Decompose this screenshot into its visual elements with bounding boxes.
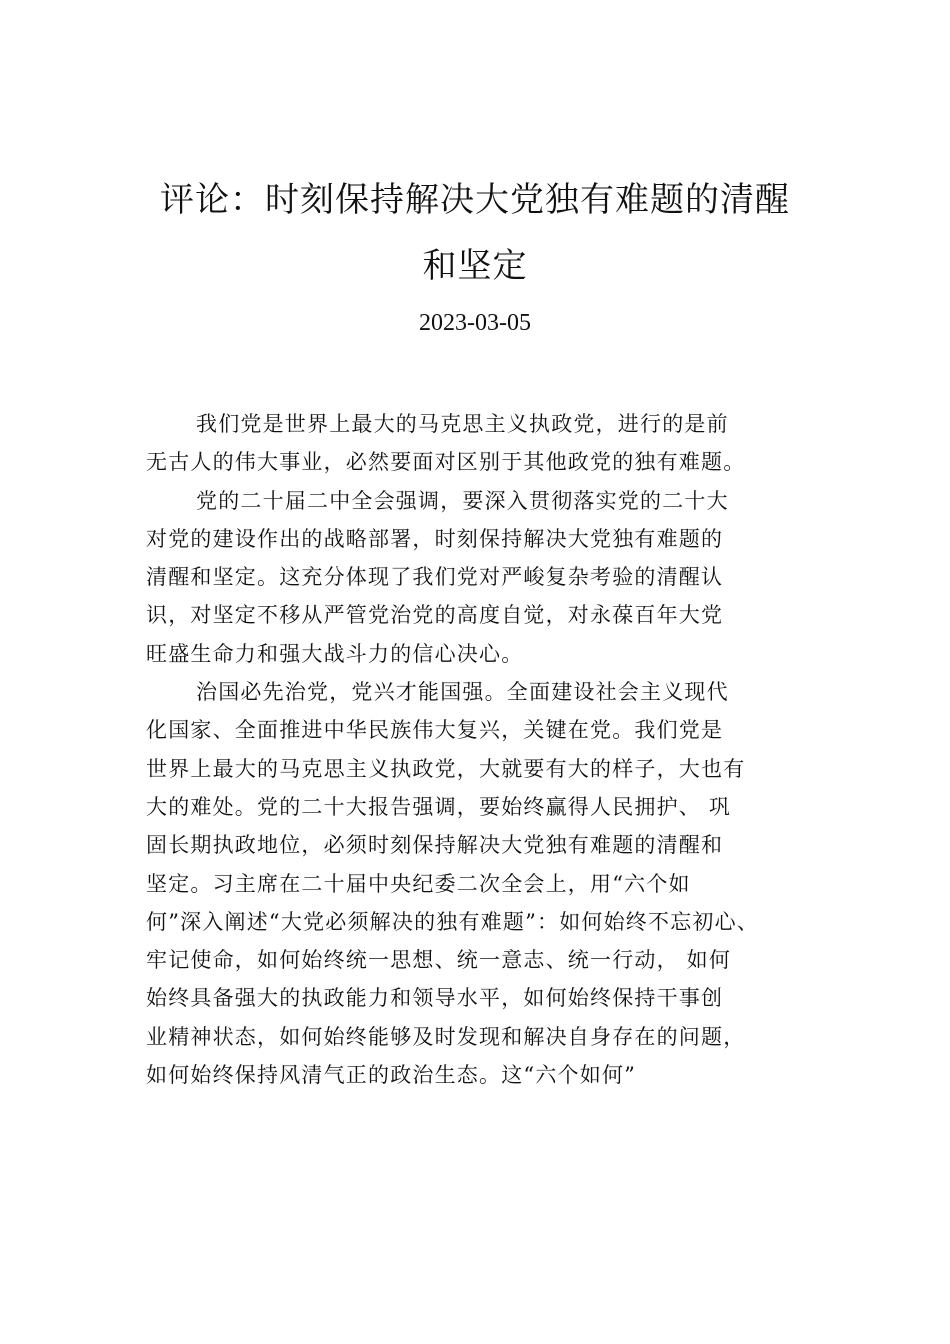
paragraph-3-line-8: 牢记使命，如何始终统一思想、统一意志、统一行动， 如何 — [146, 948, 732, 973]
paragraph-3-line-3: 世界上最大的马克思主义执政党，大就要有大的样子，大也有 — [146, 756, 746, 781]
paragraph-3-line-2: 化国家、全面推进中华民族伟大复兴，关键在党。我们党是 — [146, 718, 724, 743]
title-line-2: 和坚定 — [422, 246, 528, 286]
paragraph-2-line-3: 清醒和坚定。这充分体现了我们党对严峻复杂考验的清醒认 — [146, 565, 724, 590]
paragraph-2-line-1: 党的二十届二中全会强调，要深入贯彻落实党的二十大 — [196, 488, 729, 513]
paragraph-1-line-2: 无古人的伟大事业，必然要面对区别于其他政党的独有难题。 — [146, 450, 746, 475]
title-line-1: 评论：时刻保持解决大党独有难题的清醒 — [160, 180, 790, 220]
article-body — [146, 405, 836, 1094]
paragraph-2-line-2: 对党的建设作出的战略部署，时刻保持解决大党独有难题的 — [146, 526, 724, 551]
paragraph-3-line-10: 业精神状态，如何始终能够及时发现和解决自身存在的问题， — [146, 1024, 746, 1049]
paragraph-3-line-11: 如何始终保持风清气正的政治生态。这“六个如何” — [146, 1063, 637, 1088]
paragraph-2-line-5: 旺盛生命力和强大战斗力的信心决心。 — [146, 641, 524, 666]
paragraph-3-line-6: 坚定。习主席在二十届中央纪委二次全会上，用“六个如 — [146, 871, 691, 896]
paragraph-3-line-5: 固长期执政地位，必须时刻保持解决大党独有难题的清醒和 — [146, 833, 724, 858]
paragraph-3-line-9: 始终具备强大的执政能力和领导水平，如何始终保持干事创 — [146, 986, 724, 1011]
paragraph-3-line-1: 治国必先治党，党兴才能国强。全面建设社会主义现代 — [196, 680, 729, 705]
paragraph-3-line-4: 大的难处。党的二十大报告强调，要始终赢得人民拥护、 巩 — [146, 794, 732, 819]
publish-date: 2023-03-05 — [419, 310, 531, 336]
paragraph-1-line-1: 我们党是世界上最大的马克思主义执政党，进行的是前 — [196, 412, 729, 436]
paragraph-3-line-7: 何”深入阐述“大党必须解决的独有难题”：如何始终不忘初心、 — [146, 909, 760, 934]
paragraph-2-line-4: 识，对坚定不移从严管党治党的高度自觉，对永葆百年大党 — [146, 603, 724, 628]
